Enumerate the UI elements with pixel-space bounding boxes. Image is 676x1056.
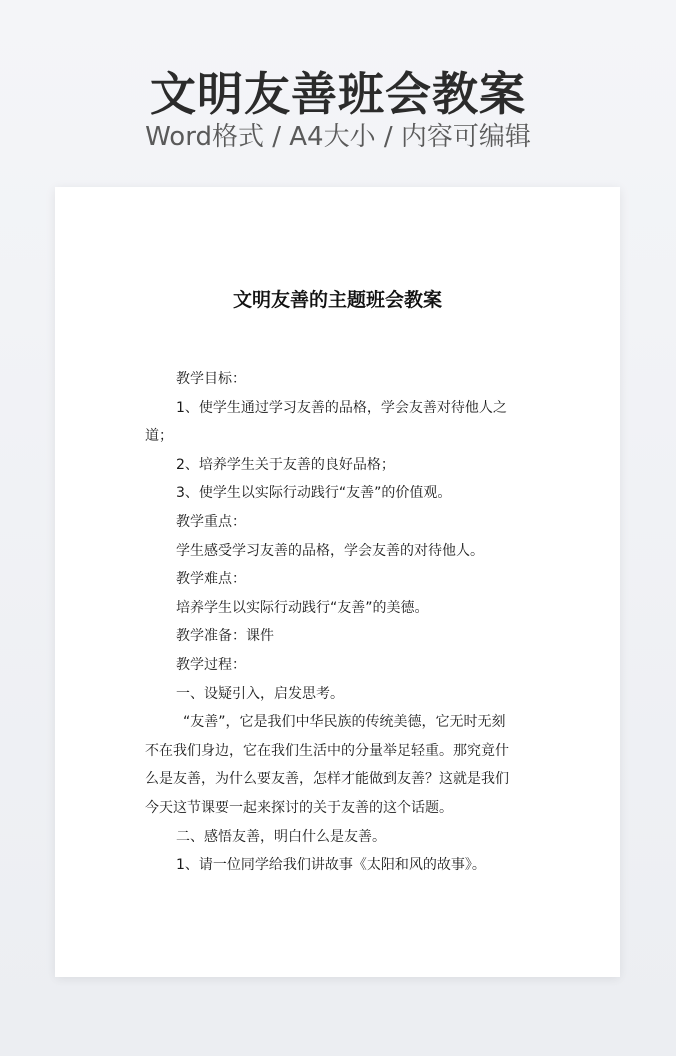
paragraph-line: 不在我们身边，它在我们生活中的分量举足轻重。那究竟什 [145, 742, 509, 759]
document-page [55, 187, 620, 977]
paragraph-line: 今天这节课要一起来探讨的关于友善的这个话题。 [145, 799, 453, 816]
paragraph-line: 3、使学生以实际行动践行“友善”的价值观。 [176, 485, 452, 502]
document-title: 文明友善的主题班会教案 [232, 289, 442, 311]
section-heading-process: 教学过程： [176, 656, 246, 673]
paragraph-line: 么是友善，为什么要友善，怎样才能做到友善？这就是我们 [145, 771, 509, 788]
subsection-heading: 一、设疑引入，启发思考。 [176, 685, 344, 702]
paragraph-line: 2、培养学生关于友善的良好品格； [176, 456, 395, 473]
paragraph-line: “友善”，它是我们中华民族的传统美德，它无时无刻 [183, 714, 506, 731]
paragraph-line: 道； [145, 428, 173, 445]
section-heading-key-points: 教学重点： [176, 513, 246, 530]
section-heading-preparation: 教学准备：课件 [176, 628, 274, 645]
paragraph-line: 学生感受学习友善的品格，学会友善的对待他人。 [176, 542, 484, 559]
paragraph-line: 1、使学生通过学习友善的品格，学会友善对待他人之 [176, 399, 507, 416]
banner-subtitle: Word格式 / A4大小 / 内容可编辑 [145, 122, 531, 152]
document-body [145, 365, 531, 880]
banner-title: 文明友善班会教案 [150, 67, 526, 121]
section-heading-objectives: 教学目标： [176, 371, 246, 387]
section-heading-difficulties: 教学难点： [176, 571, 246, 588]
paragraph-line: 1、请一位同学给我们讲故事《太阳和风的故事》。 [176, 857, 486, 874]
subsection-heading: 二、感悟友善，明白什么是友善。 [176, 828, 386, 845]
paragraph-line: 培养学生以实际行动践行“友善”的美德。 [176, 599, 429, 616]
